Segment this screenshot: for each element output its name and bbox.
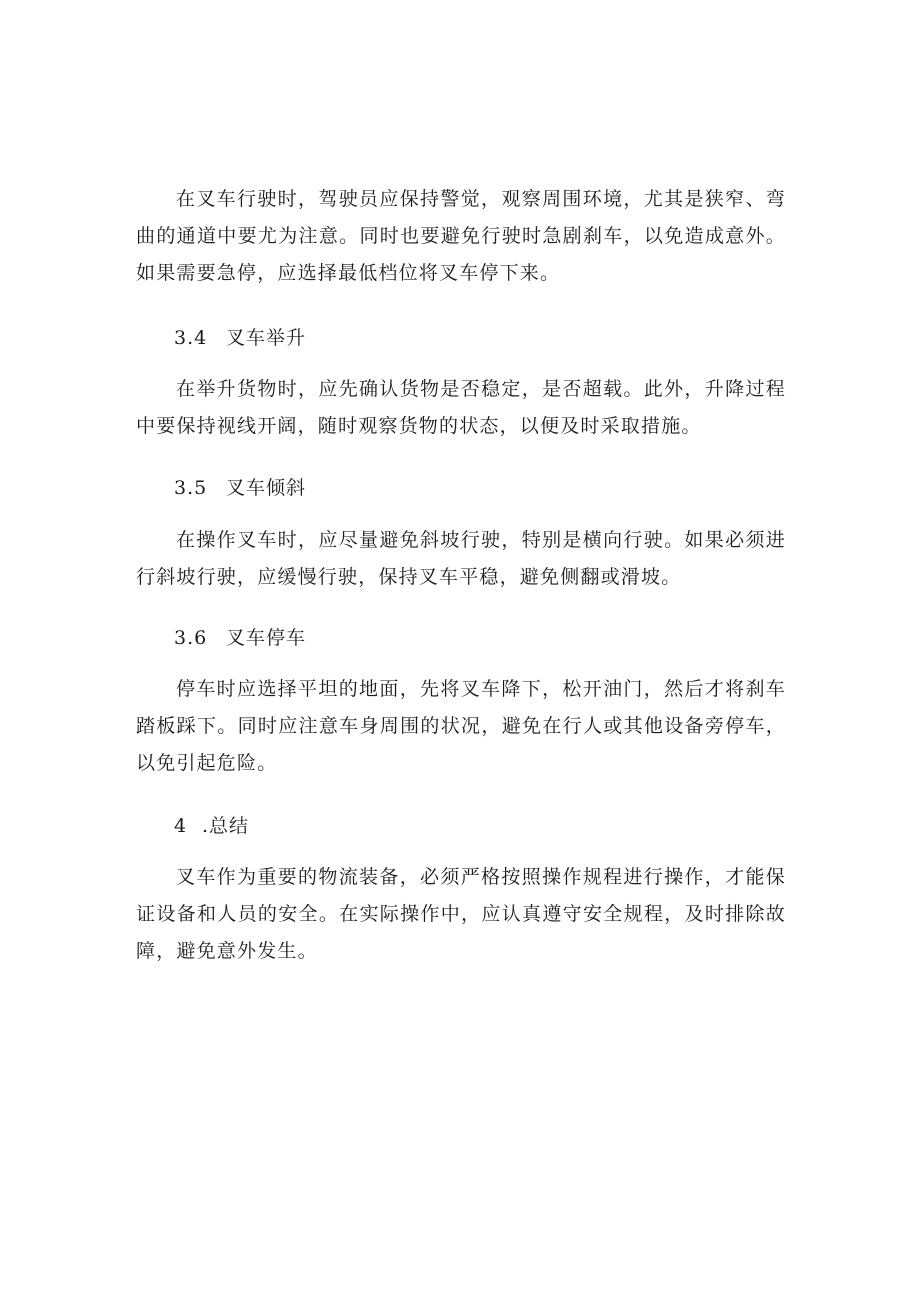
section-heading-3-4 — [136, 320, 824, 357]
section-title: 叉车举升 — [226, 327, 307, 349]
section-heading-4 — [136, 808, 824, 845]
paragraph-parking: 停车时应选择平坦的地面，先将叉车降下，松开油门，然后才将刹车踏板踩下。同时应注意车身周围的状况，避免在行人或其他设备旁停车，以免引起危险。 — [136, 678, 786, 774]
section-number: 3.6 — [174, 627, 208, 649]
paragraph-tilting: 在操作叉车时，应尽量避免斜坡行驶，特别是横向行驶。如果必须进行斜坡行驶，应缓慢行驶，保持叉车平稳，避免侧翻或滑坡。 — [136, 529, 786, 588]
section-title: 叉车倾斜 — [226, 477, 307, 499]
section-heading-3-5 — [136, 470, 824, 507]
section-title: .总结 — [202, 815, 250, 837]
section-number: 3.4 — [174, 327, 208, 349]
section-title: 叉车停车 — [226, 627, 307, 649]
paragraph-summary: 叉车作为重要的物流装备，必须严格按照操作规程进行操作，才能保证设备和人员的安全。在实际操作中，应认真遵守安全规程，及时排除故障，避免意外发生。 — [136, 866, 786, 962]
section-heading-3-6 — [136, 620, 824, 657]
section-number: 4 — [174, 815, 188, 837]
section-number: 3.5 — [174, 477, 208, 499]
paragraph-lifting: 在举升货物时，应先确认货物是否稳定，是否超载。此外，升降过程中要保持视线开阔，随时观察货物的状态，以便及时采取措施。 — [136, 378, 786, 437]
paragraph-driving: 在叉车行驶时，驾驶员应保持警觉，观察周围环境，尤其是狭窄、弯曲的通道中要尤为注意。同时也要避免行驶时急剧刹车，以免造成意外。如果需要急停，应选择最低档位将叉车停下来。 — [136, 188, 786, 284]
